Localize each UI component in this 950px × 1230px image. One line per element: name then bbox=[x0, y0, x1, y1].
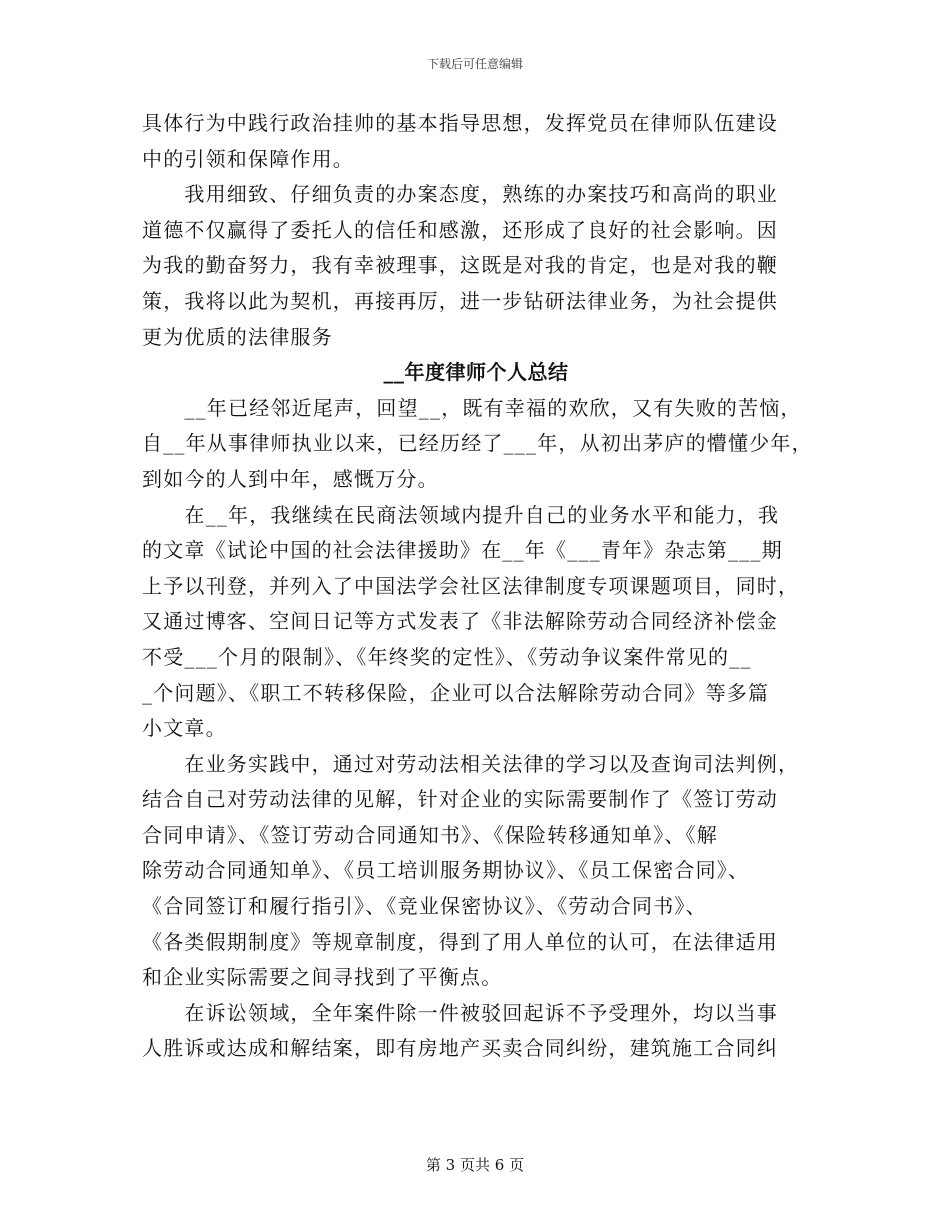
text-line: 策，我将以此为契机，再接再厉，进一步钻研法律业务，为社会提供 bbox=[142, 288, 778, 313]
page-number: 第 3 页共 6 页 bbox=[425, 1156, 525, 1174]
text-line: 中的引领和保障作用。 bbox=[142, 146, 354, 171]
text-line: 在业务实践中，通过对劳动法相关法律的学习以及查询司法判例， bbox=[142, 751, 800, 776]
text-line: 更为优质的法律服务 bbox=[142, 324, 333, 349]
text-line: 在__年，我继续在民商法领域内提升自己的业务水平和能力，我 bbox=[142, 502, 780, 527]
text-line: 到如今的人到中年，感慨万分。 bbox=[142, 466, 439, 491]
text-line: 具体行为中践行政治挂帅的基本指导思想，发挥党员在律师队伍建设 bbox=[142, 111, 778, 135]
text-line: 除劳动合同通知单》、《员工培训服务期协议》、《员工保密合同》、 bbox=[142, 858, 750, 883]
text-line: 我用细致、仔细负责的办案态度，熟练的办案技巧和高尚的职业 bbox=[142, 182, 778, 207]
text-line: 和企业实际需要之间寻找到了平衡点。 bbox=[142, 965, 503, 990]
text-line: 小文章。 bbox=[142, 716, 227, 741]
text-line: 道德不仅赢得了委托人的信任和感激，还形成了良好的社会影响。因 bbox=[142, 217, 778, 242]
text-line: __年已经邻近尾声，回望__，既有幸福的欢欣，又有失败的苦恼， bbox=[142, 395, 802, 420]
text-line: 在诉讼领域，全年案件除一件被驳回起诉不予受理外，均以当事 bbox=[142, 1000, 778, 1025]
text-line: 上予以刊登，并列入了中国法学会社区法律制度专项课题项目，同时， bbox=[142, 573, 800, 598]
document-body bbox=[142, 106, 813, 1067]
text-line: 不受___个月的限制》、《年终奖的定性》、《劳动争议案件常见的__ bbox=[142, 644, 752, 669]
text-line: 合同申请》、《签订劳动合同通知书》、《保险转移通知单》、《解 bbox=[142, 822, 718, 847]
section-title: __年度律师个人总结 bbox=[383, 360, 569, 385]
text-line: 又通过博客、空间日记等方式发表了《非法解除劳动合同经济补偿金 bbox=[142, 609, 778, 634]
page-header: 下载后可任意编辑 bbox=[426, 57, 523, 71]
text-line: _个问题》、《职工不转移保险，企业可以合法解除劳动合同》等多篇 bbox=[142, 680, 770, 705]
text-line: 《合同签订和履行指引》、《竞业保密协议》、《劳动合同书》、 bbox=[142, 894, 707, 919]
text-line: 为我的勤奋努力，我有幸被理事，这既是对我的肯定，也是对我的鞭 bbox=[142, 253, 778, 278]
text-line: 《各类假期制度》等规章制度，得到了用人单位的认可，在法律适用 bbox=[142, 929, 778, 954]
text-line: 自__年从事律师执业以来，已经历经了___年，从初出茅庐的懵懂少年， bbox=[142, 431, 813, 456]
text-line: 人胜诉或达成和解结案，即有房地产买卖合同纠纷，建筑施工合同纠 bbox=[142, 1036, 778, 1061]
text-line: 结合自己对劳动法律的见解，针对企业的实际需要制作了《签订劳动 bbox=[142, 787, 778, 812]
text-line: 的文章《试论中国的社会法律援助》在__年《___青年》杂志第___期 bbox=[142, 538, 783, 563]
